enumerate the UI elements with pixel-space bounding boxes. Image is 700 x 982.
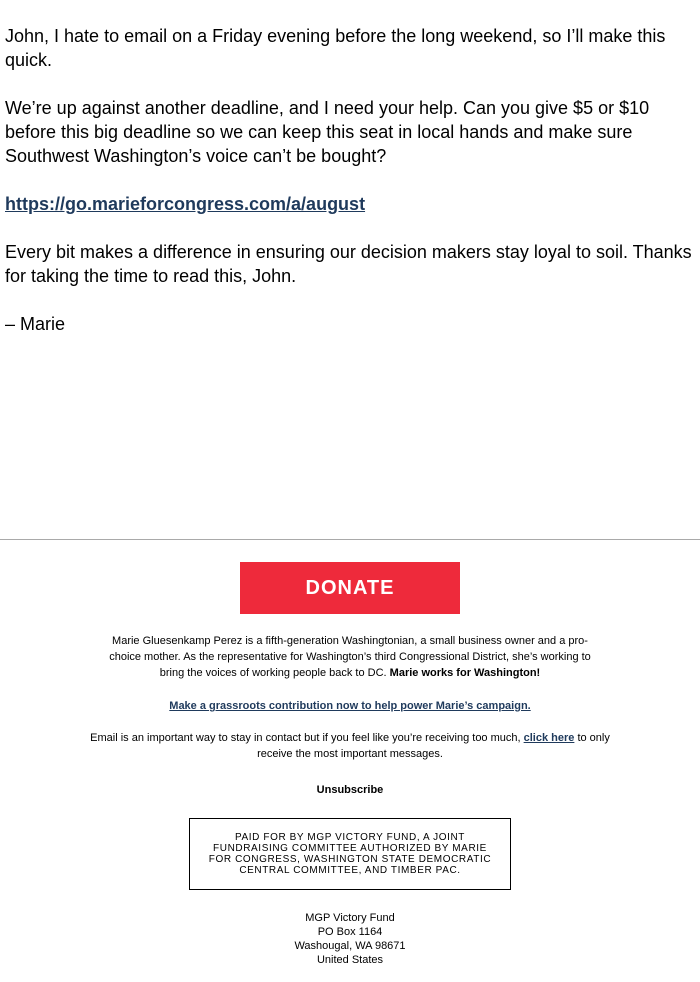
address-street: PO Box 1164	[317, 926, 383, 938]
campaign-bio	[0, 633, 700, 681]
email-note-text-before: Email is an important way to stay in contact but if you feel like you’re receiving too much,	[90, 732, 524, 744]
email-paragraph-1: John, I hate to email on a Friday evening before the long weekend, so I’ll make this quick.	[5, 26, 666, 70]
bio-bold-text: Marie works for Washington!	[389, 667, 541, 679]
email-signoff: – Marie	[5, 314, 66, 334]
footer-divider	[0, 539, 700, 540]
email-body	[5, 24, 695, 360]
address-country: United States	[316, 954, 384, 966]
email-preferences-note	[0, 730, 700, 762]
bio-text: Marie Gluesenkamp Perez is a fifth-generation Washingtonian, a small business owner and a pro-choice mother. As the representative for Washington’s third Congressional District, she’s working to bring the voices of working people back to DC.	[109, 635, 591, 679]
email-note-text-after: to only receive the most important messages.	[257, 732, 610, 760]
unsubscribe-link[interactable]: Unsubscribe	[316, 784, 384, 796]
contribute-link[interactable]: Make a grassroots contribution now to help power Marie’s campaign.	[169, 700, 531, 712]
paid-for-text: PAID FOR BY MGP VICTORY FUND, A JOINT FUNDRAISING COMMITTEE AUTHORIZED BY MARIE FOR CONGRESS, WASHINGTON STATE DEMOCRATIC CENTRAL COMMITTEE, AND TIMBER PAC.	[208, 832, 492, 876]
donation-link[interactable]: https://go.marieforcongress.com/a/august	[5, 194, 366, 214]
mailing-address	[0, 911, 700, 967]
email-paragraph-link	[5, 192, 695, 216]
donate-button[interactable]: DONATE	[240, 562, 460, 614]
address-city: Washougal, WA 98671	[294, 940, 406, 952]
contribute-row	[0, 698, 700, 714]
address-name: MGP Victory Fund	[305, 912, 395, 924]
email-paragraph-2: We’re up against another deadline, and I need your help. Can you give $5 or $10 before this big deadline so we can keep this seat in local hands and make sure Southwest Washington’s voice can’t be bought?	[5, 98, 650, 166]
paid-for-disclaimer	[189, 818, 511, 890]
click-here-link[interactable]: click here	[523, 732, 575, 744]
email-paragraph-3: Every bit makes a difference in ensuring our decision makers stay loyal to soil. Thanks for taking the time to read this, John.	[5, 242, 692, 286]
